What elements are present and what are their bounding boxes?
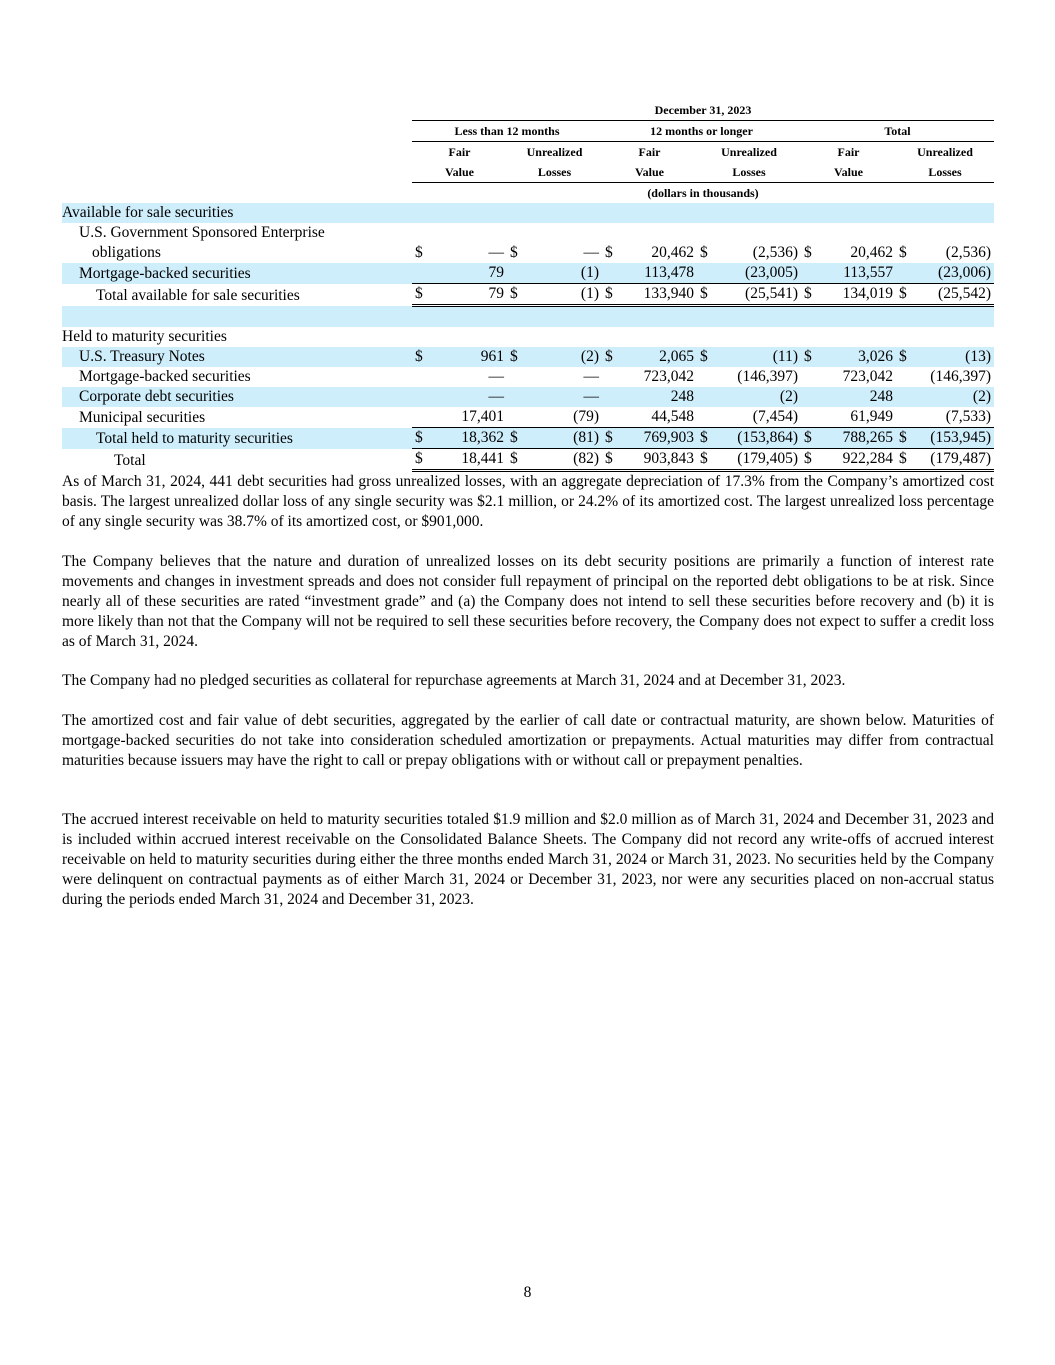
section-title-row	[62, 327, 994, 347]
section-title-row	[62, 203, 994, 223]
column-header-row-2	[62, 162, 994, 183]
currency-symbol: $	[602, 449, 620, 471]
table-row	[62, 387, 994, 407]
cell-value: (1)	[525, 263, 602, 284]
table-row	[62, 263, 994, 284]
units-row	[62, 183, 994, 204]
cell-value: —	[488, 368, 504, 385]
section-title-available-for-sale: Available for sale securities	[62, 203, 412, 223]
paragraph-accrued-interest: The accrued interest receivable on held to maturity securities totaled $1.9 million and $2.0 million as of March 31, 2024 and December 31, 2023 and is included within accrued interest receivable on the Consolidated Balance Sheets. The Company did not record any write-offs of accrued interest receivable on held to maturity securities during either the three months ended March 31, 2024 or March 31, 2023. No securities held by the Company were delinquent on contractual payments as of either March 31, 2024 or December 31, 2023, nor were any securities placed on non-accrual status during the periods ended March 31, 2024 and December 31, 2023.	[62, 811, 994, 908]
row-label: Mortgage-backed securities	[79, 368, 251, 385]
cell-value: —	[430, 387, 507, 407]
cell-value: 2,065	[620, 347, 697, 367]
cell-value: (2)	[715, 387, 801, 407]
col-header: Value	[412, 162, 507, 183]
units-note: (dollars in thousands)	[647, 186, 759, 200]
col-header: Losses	[507, 162, 602, 183]
row-label: obligations	[92, 244, 161, 261]
cell-value: 3,026	[819, 347, 896, 367]
total-row	[62, 428, 994, 449]
cell-value: 134,019	[819, 284, 896, 306]
cell-value: 18,362	[430, 428, 507, 449]
cell-value: 788,265	[819, 428, 896, 449]
cell-value: 723,042	[643, 368, 694, 385]
col-header: Fair	[448, 145, 471, 159]
currency-symbol: $	[801, 284, 819, 306]
cell-value: 20,462	[651, 244, 694, 261]
paragraph-unrealized-losses-summary: As of March 31, 2024, 441 debt securities had gross unrealized losses, with an aggregate depreciation of 17.3% from the Company’s amortized cost basis. The largest unrealized dollar loss of any single security was $2.1 million, or 24.2% of its amortized cost. The largest unrealized loss percentage of any single security was 38.7% of its amortized cost, or $901,000.	[62, 473, 994, 530]
cell-value: 961	[430, 347, 507, 367]
currency-symbol: $	[507, 347, 525, 367]
grand-total-row	[62, 449, 994, 471]
column-header-row-1	[62, 142, 994, 163]
cell-value: (153,864)	[715, 428, 801, 449]
table-row	[62, 223, 994, 243]
cell-value: (2,536)	[945, 244, 991, 261]
row-label: Municipal securities	[79, 408, 206, 426]
currency-symbol: $	[412, 449, 430, 471]
cell-value: 723,042	[842, 368, 893, 385]
currency-symbol: $	[507, 428, 525, 449]
cell-value: 79	[430, 284, 507, 306]
unrealized-losses-table	[62, 100, 994, 472]
cell-value: —	[525, 387, 602, 407]
cell-value: —	[488, 244, 504, 261]
currency-symbol: $	[697, 449, 715, 471]
paragraph-credit-loss-assessment: The Company believes that the nature and duration of unrealized losses on its debt security positions are primarily a function of interest rate movements and changes in investment spreads and does not consider full repayment of principal on the reported debt obligations to be at risk. Since nearly all of these securities are rated “investment grade” and (a) the Company does not intend to sell these securities before recovery and (b) it is more likely than not that the Company will not be required to sell these securities before recovery, the Company does not expect to suffer a credit loss as of March 31, 2024.	[62, 553, 994, 650]
table-row	[62, 347, 994, 367]
currency-symbol: $	[804, 244, 812, 261]
currency-symbol: $	[697, 284, 715, 306]
cell-value: 248	[620, 387, 697, 407]
cell-value: (11)	[715, 347, 801, 367]
cell-value: 79	[430, 263, 507, 284]
cell-value: 133,940	[620, 284, 697, 306]
group-header-total: Total	[801, 121, 994, 142]
cell-value: (79)	[525, 407, 602, 428]
total-row	[62, 284, 994, 306]
currency-symbol: $	[412, 428, 430, 449]
cell-value: (2,536)	[752, 244, 798, 261]
cell-value: (23,005)	[715, 263, 801, 284]
row-label: U.S. Government Sponsored Enterprise	[79, 224, 325, 241]
col-header: Fair	[837, 145, 860, 159]
currency-symbol: $	[605, 244, 613, 261]
row-label: Mortgage-backed securities	[62, 263, 412, 284]
currency-symbol: $	[896, 428, 914, 449]
cell-value: 61,949	[819, 407, 896, 428]
row-label: Total held to maturity securities	[62, 428, 412, 449]
group-header-12-or-longer: 12 months or longer	[602, 121, 801, 142]
currency-symbol: $	[896, 347, 914, 367]
cell-value: (153,945)	[914, 428, 994, 449]
cell-value: 113,478	[620, 263, 697, 284]
col-header: Value	[801, 162, 896, 183]
cell-value: 44,548	[620, 407, 697, 428]
table-row	[62, 243, 994, 263]
currency-symbol: $	[896, 284, 914, 306]
cell-value: (179,487)	[914, 449, 994, 471]
cell-value: (82)	[525, 449, 602, 471]
cell-value: 18,441	[430, 449, 507, 471]
row-label: Total	[114, 451, 146, 469]
currency-symbol: $	[602, 428, 620, 449]
currency-symbol: $	[899, 244, 907, 261]
cell-value: 248	[819, 387, 896, 407]
cell-value: —	[583, 368, 599, 385]
currency-symbol: $	[896, 449, 914, 471]
cell-value: (179,405)	[715, 449, 801, 471]
col-header: Unrealized	[917, 145, 973, 159]
currency-symbol: $	[697, 428, 715, 449]
cell-value: —	[583, 244, 599, 261]
period-header-row	[62, 100, 994, 121]
cell-value: 903,843	[620, 449, 697, 471]
row-label: U.S. Treasury Notes	[62, 347, 412, 367]
cell-value: 922,284	[819, 449, 896, 471]
currency-symbol: $	[697, 347, 715, 367]
currency-symbol: $	[602, 347, 620, 367]
currency-symbol: $	[801, 428, 819, 449]
currency-symbol: $	[507, 449, 525, 471]
cell-value: (25,542)	[914, 284, 994, 306]
paragraph-maturities: The amortized cost and fair value of debt securities, aggregated by the earlier of call date or contractual maturity, are shown below. Maturities of mortgage-backed securities do not take into consideration scheduled amortization or prepayments. Actual maturities may differ from contractual maturities because issuers may have the right to call or prepay obligations with or without call or prepayment penalties.	[62, 712, 994, 769]
col-header: Value	[602, 162, 697, 183]
cell-value: (13)	[914, 347, 994, 367]
cell-value: 17,401	[430, 407, 507, 428]
period-header: December 31, 2023	[412, 100, 994, 121]
cell-value: 113,557	[819, 263, 896, 284]
document-page	[62, 100, 994, 472]
cell-value: 20,462	[850, 244, 893, 261]
cell-value: (2)	[525, 347, 602, 367]
row-label: Total available for sale securities	[96, 286, 300, 304]
cell-value: (25,541)	[715, 284, 801, 306]
cell-value: (81)	[525, 428, 602, 449]
col-header: Losses	[896, 162, 994, 183]
cell-value: (7,454)	[715, 407, 801, 428]
cell-value: (2)	[914, 387, 994, 407]
currency-symbol: $	[801, 449, 819, 471]
currency-symbol: $	[602, 284, 620, 306]
currency-symbol: $	[801, 347, 819, 367]
cell-value: (146,397)	[930, 368, 991, 385]
currency-symbol: $	[507, 284, 525, 306]
currency-symbol: $	[412, 347, 430, 367]
group-header-less-than-12: Less than 12 months	[412, 121, 602, 142]
cell-value: (7,533)	[914, 407, 994, 428]
col-header: Losses	[697, 162, 801, 183]
cell-value: (23,006)	[914, 263, 994, 284]
col-header: Fair	[638, 145, 661, 159]
table-row	[62, 367, 994, 387]
spacer-row	[62, 306, 994, 328]
currency-symbol: $	[415, 244, 423, 261]
col-header: Unrealized	[526, 145, 583, 159]
currency-symbol: $	[510, 244, 518, 261]
page-number: 8	[523, 1284, 532, 1301]
cell-value: 769,903	[620, 428, 697, 449]
paragraph-pledged-securities: The Company had no pledged securities as collateral for repurchase agreements at March 31, 2024 and at December 31, 2023.	[62, 672, 846, 689]
row-label: Corporate debt securities	[62, 387, 412, 407]
section-title-held-to-maturity: Held to maturity securities	[62, 328, 227, 345]
group-header-row	[62, 121, 994, 142]
col-header: Unrealized	[721, 145, 777, 159]
cell-value: (1)	[525, 284, 602, 306]
table-row	[62, 407, 994, 428]
currency-symbol: $	[412, 284, 430, 306]
cell-value: (146,397)	[737, 368, 798, 385]
currency-symbol: $	[700, 244, 708, 261]
